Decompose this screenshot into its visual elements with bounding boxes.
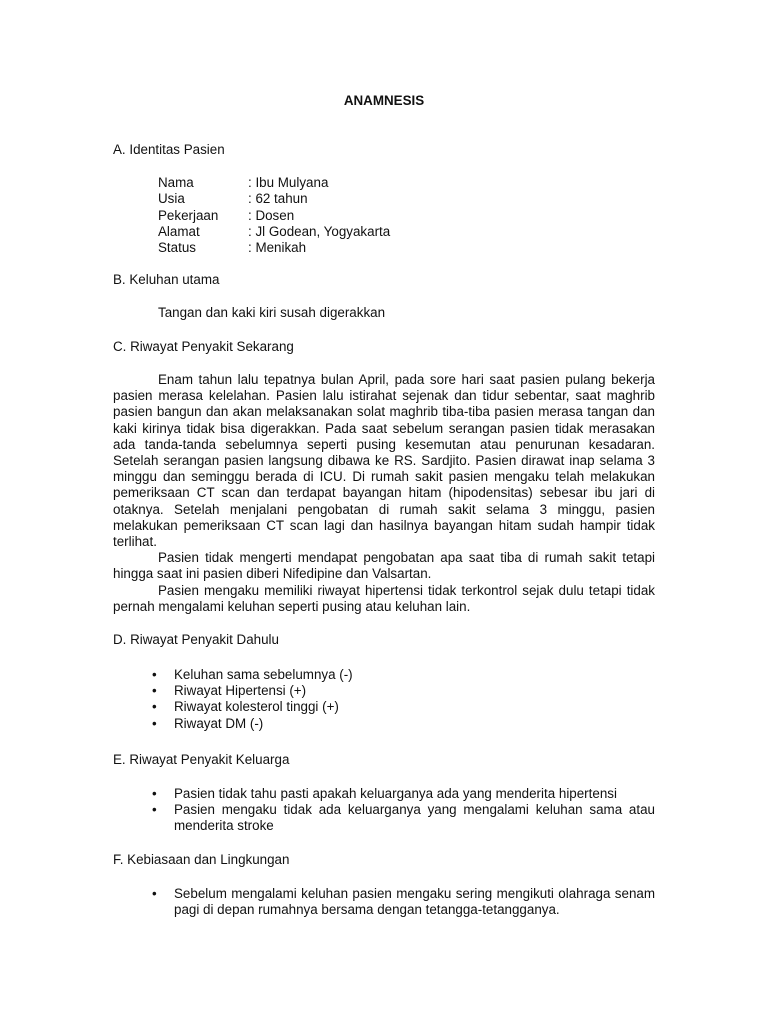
kebiasaan-list bbox=[152, 886, 655, 918]
page-title: ANAMNESIS bbox=[343, 93, 425, 108]
identity-value: : Dosen bbox=[248, 207, 295, 223]
list-item: • Riwayat DM (-) bbox=[152, 716, 655, 732]
section-heading-keluhan: B. Keluhan utama bbox=[113, 272, 220, 287]
identity-row bbox=[158, 208, 390, 224]
list-item: • Pasien tidak tahu pasti apakah keluarganya ada yang menderita hipertensi bbox=[152, 786, 655, 802]
list-item: • Riwayat Hipertensi (+) bbox=[152, 683, 655, 699]
rps-paragraph: Pasien mengaku memiliki riwayat hipertensi tidak terkontrol sejak dulu tetapi tidak pernah mengalami keluhan seperti pusing atau keluhan lain. bbox=[113, 582, 655, 614]
chief-complaint-text: Tangan dan kaki kiri susah digerakkan bbox=[158, 305, 386, 320]
identity-value: : Jl Godean, Yogyakarta bbox=[248, 223, 391, 239]
section-heading-rpd: D. Riwayat Penyakit Dahulu bbox=[113, 632, 279, 647]
identity-row bbox=[158, 175, 390, 191]
identity-value: : Menikah bbox=[248, 240, 307, 256]
rps-paragraph: Enam tahun lalu tepatnya bulan April, pada sore hari saat pasien pulang bekerja pasien merasa kelelahan. Pasien lalu istirahat sejenak dan tidur sebentar, saat maghrib pasien bangun dan akan melaksanakan solat maghrib tiba-tiba pasien merasa tangan dan kaki kirinya tidak bisa digerakkan. Pada saat sebelum serangan pasien tidak merasakan ada tanda-tanda sebelumnya seperti pusing kesemutan atau penurunan kesadaran. Setelah serangan pasien langsung dibawa ke RS. Sardjito. Pasien dirawat inap selama 3 minggu dan seminggu berada di ICU. Di rumah sakit pasien mengaku telah melakukan pemeriksaan CT scan dan terdapat bayangan hitam (hipodensitas) sebesar ibu jari di otaknya. Setelah menjalani pengobatan di rumah sakit selama 3 minggu, pasien melakukan pemeriksaan CT scan lagi dan hasilnya bayangan hitam sudah hampir tidak terlihat. bbox=[113, 372, 655, 550]
rpd-list bbox=[152, 667, 655, 732]
section-heading-kebiasaan: F. Kebiasaan dan Lingkungan bbox=[113, 852, 290, 867]
identity-row bbox=[158, 191, 390, 207]
identity-row bbox=[158, 224, 390, 240]
identity-label: Nama bbox=[158, 175, 194, 190]
section-heading-identitas: A. Identitas Pasien bbox=[113, 142, 225, 157]
identity-label: Usia bbox=[158, 191, 185, 207]
rps-body bbox=[113, 372, 655, 615]
section-heading-rpk: E. Riwayat Penyakit Keluarga bbox=[113, 752, 290, 767]
list-item: • Sebelum mengalami keluhan pasien mengaku sering mengikuti olahraga senam pagi di depan rumahnya bersama dengan tetangga-tetangganya. bbox=[152, 886, 655, 918]
rps-paragraph: Pasien tidak mengerti mendapat pengobatan apa saat tiba di rumah sakit tetapi hingga saat ini pasien diberi Nifedipine dan Valsartan. bbox=[113, 550, 655, 582]
list-item: • Keluhan sama sebelumnya (-) bbox=[152, 667, 655, 683]
rpk-list bbox=[152, 786, 655, 835]
identity-label: Alamat bbox=[158, 223, 200, 239]
identity-row bbox=[158, 240, 390, 256]
identity-value: : 62 tahun bbox=[248, 191, 308, 207]
identity-label: Pekerjaan bbox=[158, 207, 219, 223]
identity-table bbox=[158, 175, 390, 256]
section-heading-rps: C. Riwayat Penyakit Sekarang bbox=[113, 339, 294, 354]
list-item: • Riwayat kolesterol tinggi (+) bbox=[152, 699, 655, 715]
identity-value: : Ibu Mulyana bbox=[248, 175, 329, 190]
list-item: • Pasien mengaku tidak ada keluarganya yang mengalami keluhan sama atau menderita stroke bbox=[152, 802, 655, 834]
identity-label: Status bbox=[158, 240, 196, 256]
